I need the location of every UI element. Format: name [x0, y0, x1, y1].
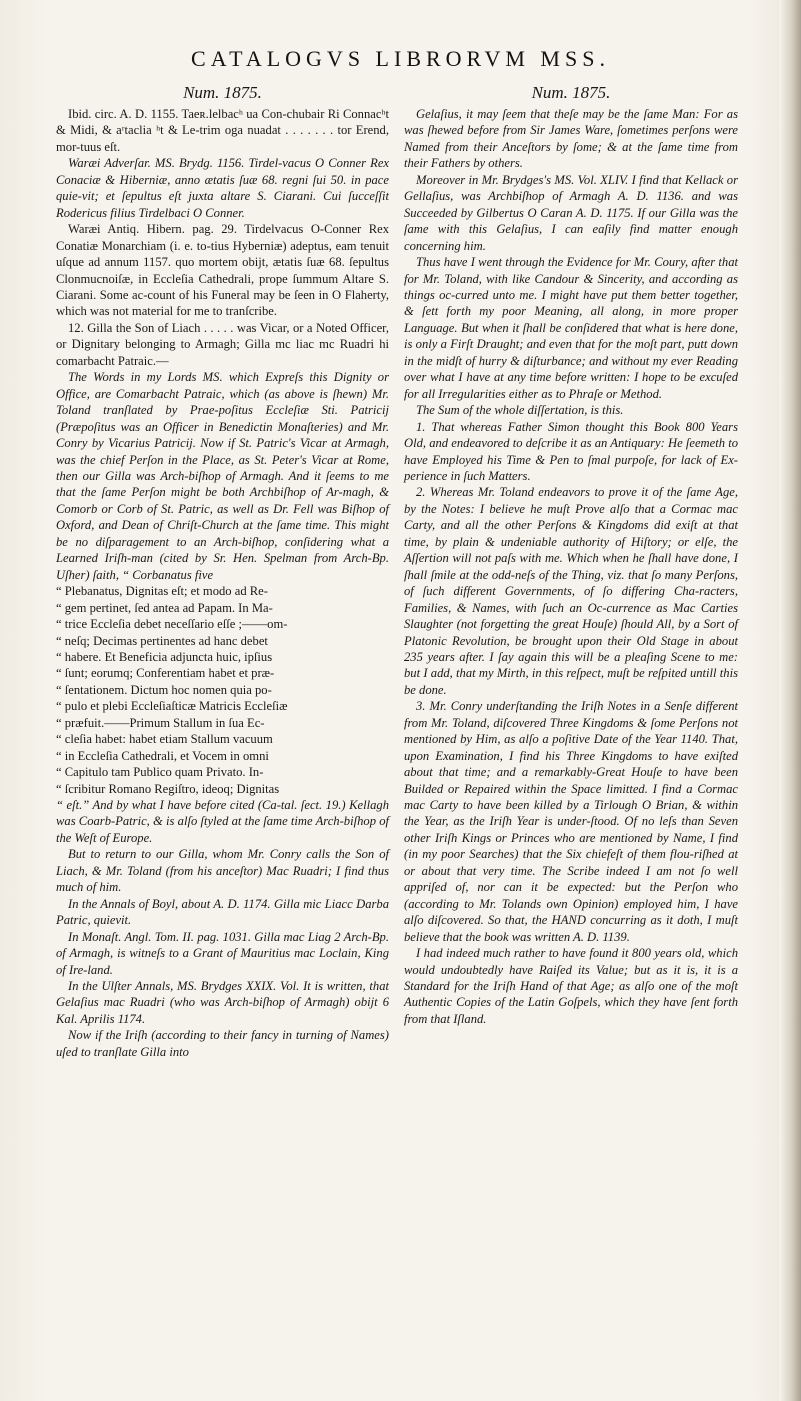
- paragraph: The Words in my Lords MS. which Expreſs this Dignity or Office, are Comarbacht Patraic, which (as above is ſhewn) Mr. Toland tranſlated by Prae-poſitus Eccleſiæ Sti. Patricij (Præpoſitus was an Officer in Benedictin Monaſteries) and Mr. Conry by Vicarius Patricij. Now if St. Patric's Vicar at Armagh, was the chief Perſon in the Place, as St. Peter's Vicar at Rome, then our Gilla was Arch-biſhop of Armagh. And it ſeems to me that the ſame Perſon might be both Archbiſhop of Ar-magh, & Comorb or Corb of St. Patric, as well as Dr. Fell was Biſhop of Oxford, and Dean of Chriſt-Church at the ſame time. This might be no diſparagement to an Arch-biſhop, conſidering what a Learned Iriſh-man (cited by Sr. Hen. Spelman from Arch-Bp. Uſher) ſaith, “ Corbanatus five: [56, 370, 389, 582]
- paragraph: 12. Gilla the Son of Liach . . . . . was Vicar, or a Noted Officer, or Dignitary belonging to Armagh; Gilla mc liac mc Ruadri hi comarbacht Patraic.—: [56, 320, 389, 368]
- quote-line: “ ſentationem. Dictum hoc nomen quia po-: [56, 682, 272, 697]
- paragraph: In the Annals of Boyl, about A. D. 1174. Gilla mic Liacc Darba Patric, quievit.: [56, 896, 389, 928]
- page-spine-shadow: [779, 0, 801, 1401]
- quote-line: “ Capitulo tam Publico quam Privato. In-: [56, 765, 264, 780]
- paragraph: 3. Mr. Conry underſtanding the Iriſh Notes in a Senſe different from Mr. Toland, diſcovered Three Kingdoms & ſome Perſons not mentioned by Him, as alſo a poſitive Date of the Year 1140. That, upon Examination, I find his Three Kingdoms to have exiſted about that time; and a remarkably-Great Houſe to have been Builded or Repaired within the Space limitted. I find a Cormac mac Carty to have been killed by a Tirlough O Brian, & within the Year, as the Iriſh Year is under-ſtood. Of no leſs than Seven other Iriſh Kings or Princes who are mentioned by Name, I find (in my poor Searches) that the Six chiefeſt of them flou-riſhed at or about that very time. The Scribe indeed I am not ſo well appriſed of, nor can it be expected: but the Perſon who (according to Mr. Tolands own Opinion) employed him, I have alſo diſcovered. So that, the HAND concurring as it doth, I muſt believe that the book was written A. D. 1139.: [404, 699, 738, 944]
- entry-number: Num. 1875.: [531, 83, 611, 102]
- paragraph: In Monaſt. Angl. Tom. II. pag. 1031. Gilla mac Liag 2 Arch-Bp. of Armagh, is witneſs to a Grant of Mauritius mac Loclain, King of Ire-land.: [56, 929, 389, 977]
- right-column: [404, 82, 738, 1027]
- quote-line: “ ſunt; eorumq; Conferentiam habet et præ-: [56, 666, 275, 681]
- paragraph: Gelaſius, it may ſeem that theſe may be the ſame Man: For as was ſhewed before from Sir James Ware, ſometimes perſons were Named from their Anceſtors by ſome; & at the ſame time from their Fathers by others.: [404, 107, 738, 171]
- paragraph: 2. Whereas Mr. Toland endeavors to prove it of the ſame Age, by the Notes: I believe he muſt Prove alſo that a Cormac mac Carty, and all the other Perſons & Kingdoms did exiſt at that time, by plain & undeniable authority of Hiſtory; or elſe, the Aſſertion will not paſs with me. Which when he ſhall have done, I ſhall ſmile at the odd-neſs of the Thing, viz. that ſo many Perſons, of ſuch different Governments, of ſo differing Cha-racters, Families, & Names, with ſuch an Oc-currence as Mac Carties Slaughter (not forgetting the great Houſe) ſhould All, by a Sort of Platonic Revolution, be brought upon their Old Stage in about 235 years after. I ſay again this will be a pleaſing Scene to me: but I add, that my Mirth, in this reſpect, muſt be reſpited untill this be done.: [404, 485, 738, 697]
- quote-line: “ trice Eccleſia debet neceſſario eſſe ;——om-: [56, 617, 288, 632]
- paragraph: Thus have I went through the Evidence for Mr. Coury, after that for Mr. Toland, with like Candour & Sincerity, and according as things oc-curred unto me. I might have put them better together, & ſett forth my poor Meaning, all along, in more proper Language. But when it ſhall be conſidered that what is here done, is only a Firſt Draught; and even that for the moſt part, putt down in the midſt of hurry & diſturbance; and without my ever Reading over what I have at any time before written: I hope to be excuſed for all Irregularities either as to Phraſe or Method.: [404, 255, 738, 401]
- entry-number: Num. 1875.: [183, 83, 262, 102]
- paragraph: The Sum of the whole diſſertation, is this.: [416, 403, 624, 418]
- paragraph: Ibid. circ. A. D. 1155. Taeʀ.lelbacʰ ua Con-chubair Ri Connacʰt & Midi, & aʳtaclia ʰt & Le-trim oga nuadat . . . . . . . tor Erend, mor-tuus eſt.: [56, 107, 389, 154]
- paragraph: In the Ulſter Annals, MS. Brydges XXIX. Vol. It is written, that Gelaſius mac Ruadri (who was Arch-biſhop of Armagh) obijt 6 Kal. Aprilis 1174.: [56, 979, 389, 1026]
- quote-line: “ pulo et plebi Eccleſiaſticæ Matricis Eccleſiæ: [56, 699, 288, 714]
- paragraph: Waræi Adverſar. MS. Brydg. 1156. Tirdel-vacus O Conner Rex Conaciæ & Hiberniæ, anno ætatis ſuæ 68. regni ſui 50. in pace quie-vit; et ſepultus eſt juxta altare S. Ciarani. Cui ſucceſſit Rodericus filius Tirdelbaci O Conner.: [56, 156, 389, 220]
- paragraph: Now if the Iriſh (according to their fancy in turning of Names) uſed to tranſlate Gilla into: [56, 1028, 389, 1059]
- quote-line: “ in Eccleſia Cathedrali, et Vocem in omni: [56, 748, 269, 763]
- running-head: CATALOGVS LIBRORVM MSS.: [191, 46, 610, 71]
- paragraph: Moreover in Mr. Brydges's MS. Vol. XLIV. I find that Kellack or Gellaſius, was Archbiſhop of Armagh A. D. 1136. and was Succeeded by Gilbertus O Caran A. D. 1175. If our Gilla was the ſame with this Gelaſius, I can eaſily find matter enough concerning him.: [404, 172, 738, 253]
- paragraph: 1. That whereas Father Simon thought this Book 800 Years Old, and endeavored to deſcribe it as an Antiquary: He ſeemeth to have Employed his Time & Pen to ſmal purpoſe, for lack of Ex-perience in ſuch Matters.: [404, 419, 738, 483]
- quote-line: “ ſcribitur Romano Regiſtro, ideoq; Dignitas: [56, 781, 280, 796]
- quote-line: “ neſq; Decimas pertinentes ad hanc debet: [56, 633, 268, 648]
- quote-line: “ præfuit.——Primum Stallum in ſua Ec-: [56, 715, 265, 730]
- quote-line: “ cleſia habet: habet etiam Stallum vacuum: [56, 732, 273, 747]
- left-column: [56, 82, 389, 1060]
- paragraph: Waræi Antiq. Hibern. pag. 29. Tirdelvacus O-Conner Rex Conatiæ Monarchiam (i. e. to-tius Hyberniæ) adeptus, eam tenuit uſque ad annum 1157. quo mortem obijt, ætatis ſuæ 68. ſepultus Clonmucnoiſæ, in Eccleſia Cathedrali, prope ſummum Altare S. Ciarani. Some ac-count of his Funeral may be ſeen in O Flaherty, which was not material for me to tranſcribe.: [56, 222, 389, 319]
- quote-line: “ habere. Et Beneficia adjuncta huic, ipſius: [56, 649, 273, 664]
- quote-line: “ Plebanatus, Dignitas eſt; et modo ad Re-: [56, 584, 268, 599]
- paragraph: I had indeed much rather to have found it 800 years old, which would undoubtedly have Raiſed its Value; but as it is, it is a Standard for the Iriſh Hand of that Age; as alſo one of the moſt Authentic Copies of the Latin Goſpels, which they have ſent forth from that Iſland.: [404, 946, 738, 1026]
- quote-line: “ gem pertinet, ſed antea ad Papam. In Ma-: [56, 600, 273, 615]
- paragraph: But to return to our Gilla, whom Mr. Conry calls the Son of Liach, & Mr. Toland (from his anceſtor) Mac Ruadri; I find thus much of him.: [56, 847, 389, 895]
- paragraph: “ eſt.” And by what I have before cited (Ca-tal. ſect. 19.) Kellagh was Coarb-Patric, & is alſo ſtyled at the ſame time Arch-biſhop of the Weſt of Europe.: [56, 798, 389, 845]
